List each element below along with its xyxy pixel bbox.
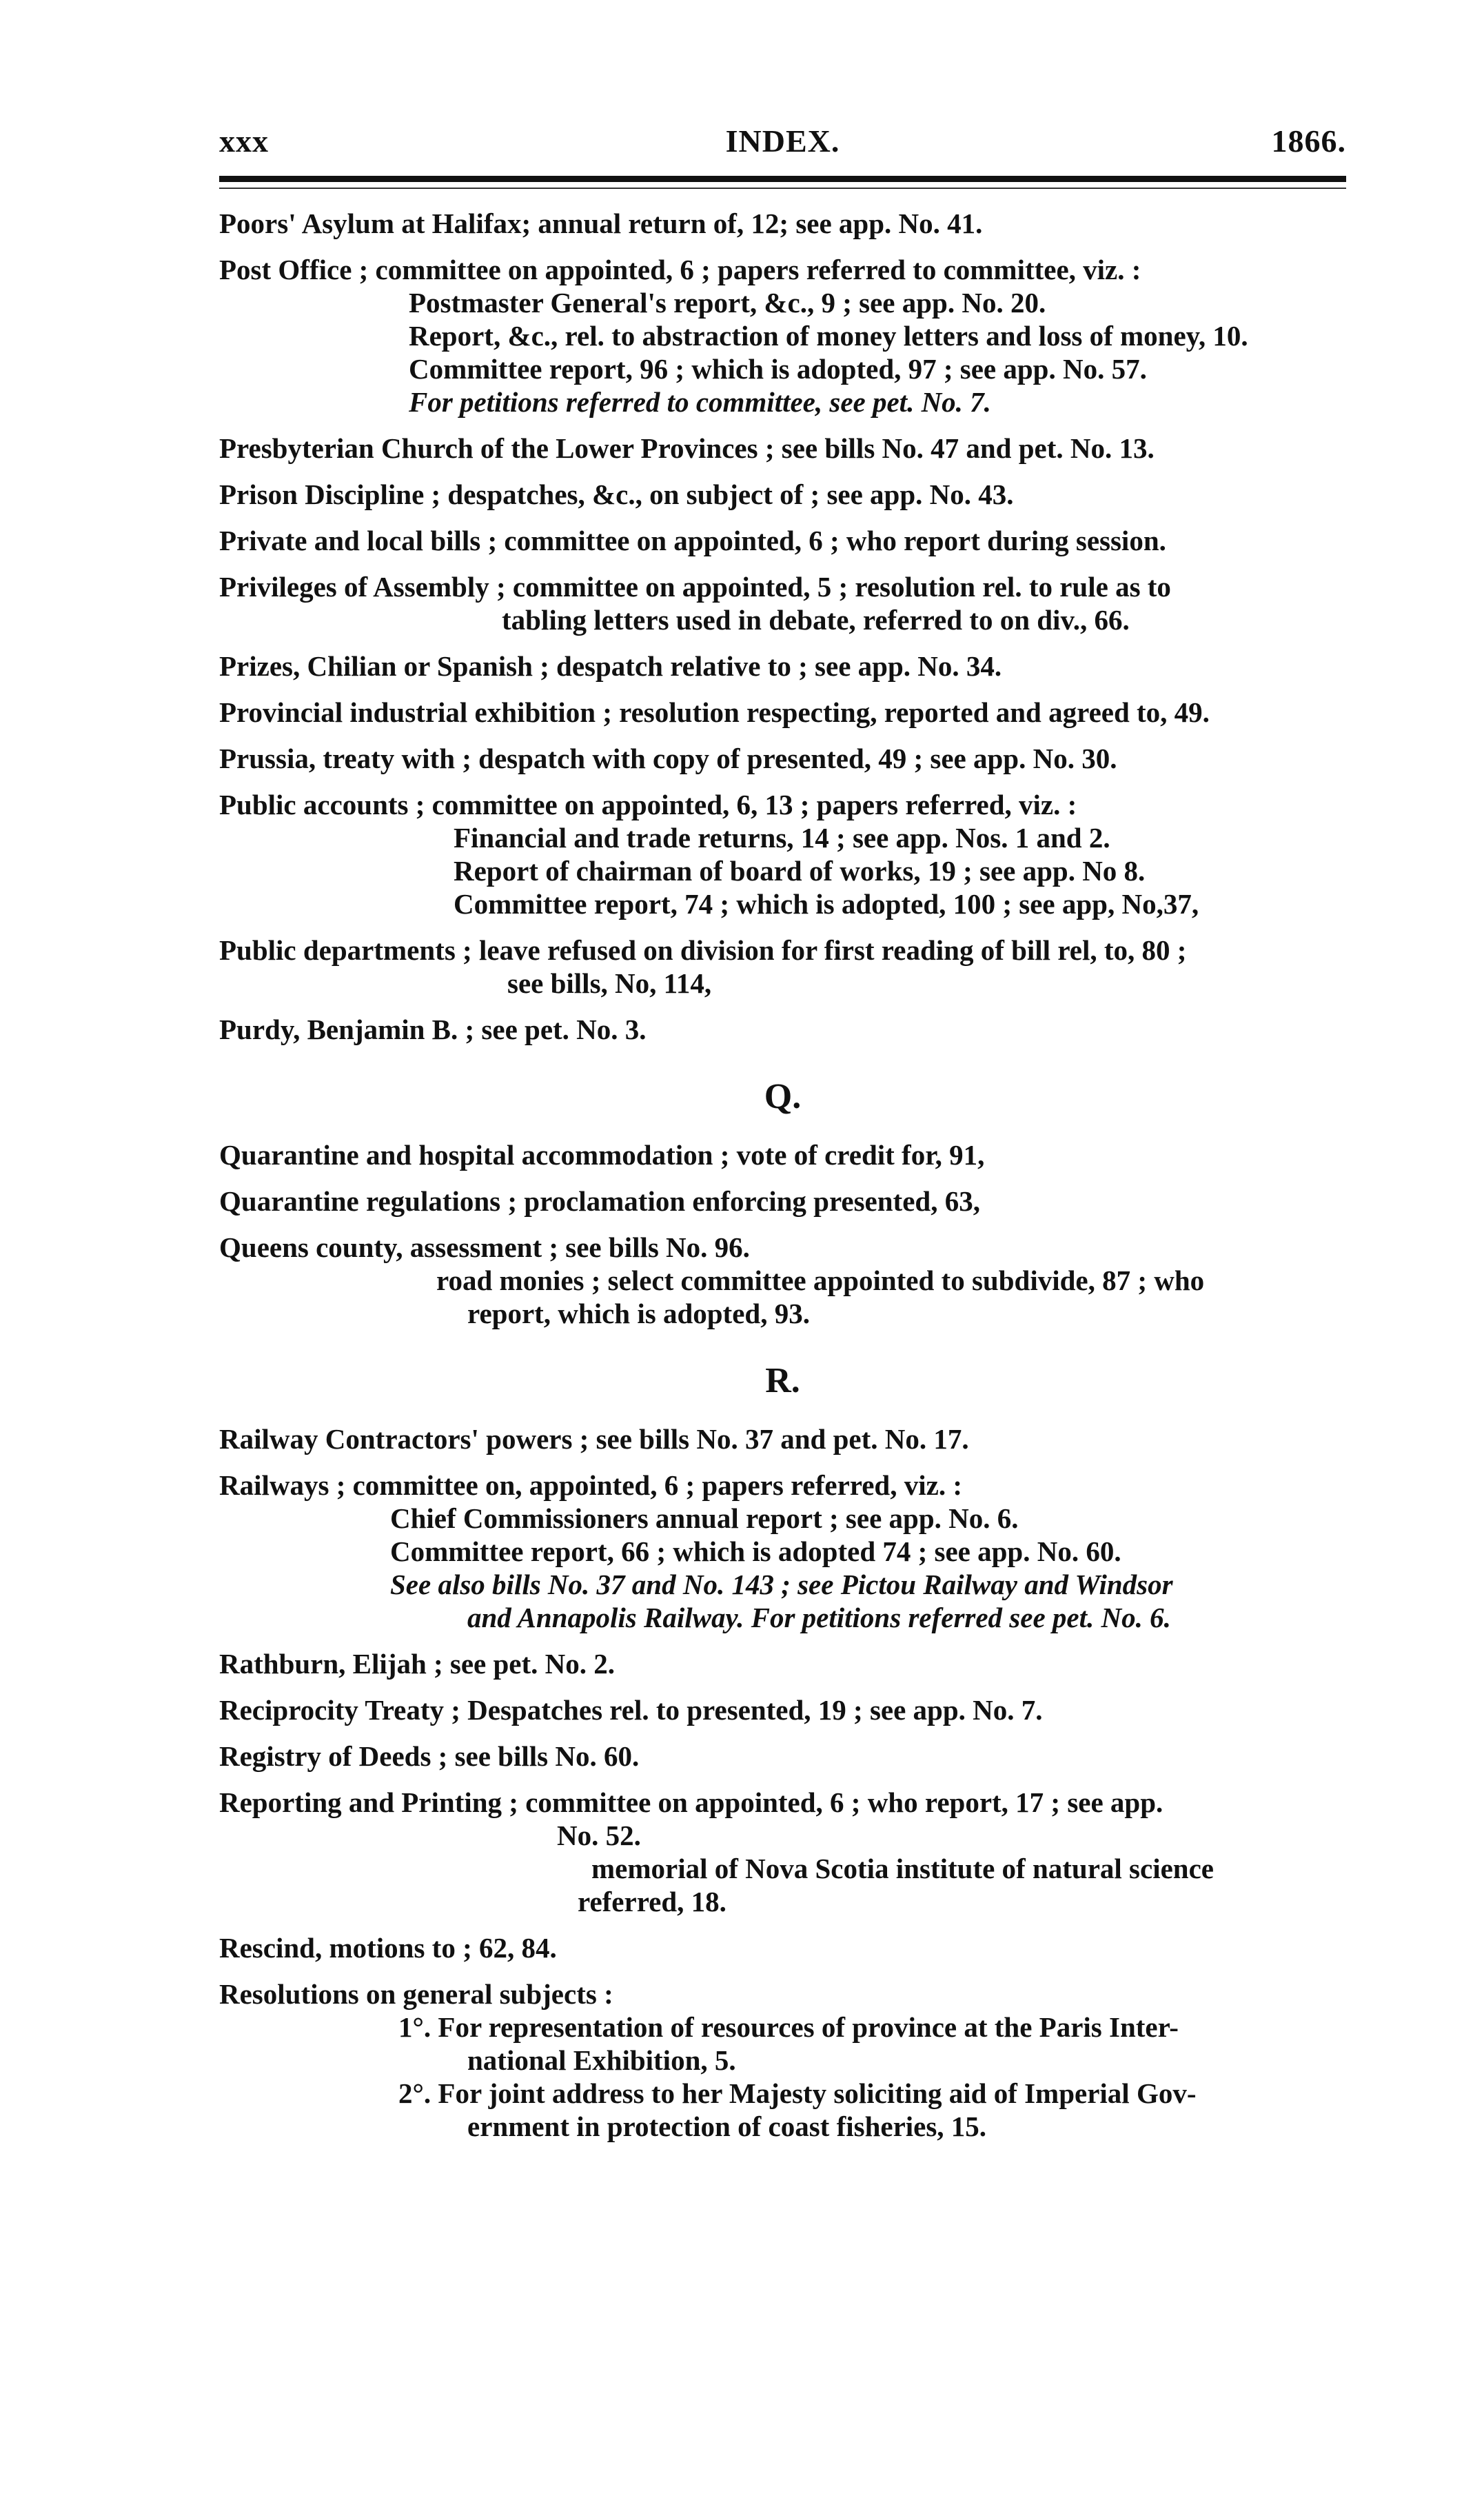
entry-subline-italic: and Annapolis Railway. For petitions referred see pet. No. 6. bbox=[467, 1602, 1171, 1633]
section-letter-r: R. bbox=[765, 1361, 800, 1400]
entry-text: Rathburn, Elijah ; see pet. No. 2. bbox=[219, 1648, 616, 1680]
index-entry bbox=[219, 570, 1346, 636]
entry-text: Privileges of Assembly ; committee on appointed, 5 ; resolution rel. to rule as to bbox=[219, 571, 1171, 603]
index-content bbox=[219, 207, 1346, 2156]
entry-text: Quarantine and hospital accommodation ; vote of credit for, 91, bbox=[219, 1139, 985, 1171]
running-head bbox=[219, 123, 1346, 165]
index-entry bbox=[219, 1977, 1346, 2143]
entry-subline: ernment in protection of coast fisheries, 15. bbox=[467, 2111, 987, 2142]
index-entry bbox=[219, 1647, 1346, 1680]
entry-subline: Committee report, 74 ; which is adopted, 100 ; see app, No,37, bbox=[454, 888, 1199, 920]
page-year: 1866. bbox=[1271, 123, 1346, 159]
entry-text: Post Office ; committee on appointed, 6 ; papers referred to committee, viz. : bbox=[219, 254, 1141, 285]
entry-subline: Postmaster General's report, &c., 9 ; see app. No. 20. bbox=[409, 287, 1046, 319]
entry-text: Prussia, treaty with ; despatch with copy of presented, 49 ; see app. No. 30. bbox=[219, 743, 1117, 774]
index-entry bbox=[219, 742, 1346, 775]
entry-subline: No. 52. bbox=[557, 1820, 641, 1851]
index-entry bbox=[219, 1013, 1346, 1046]
entry-text: Railways ; committee on, appointed, 6 ; papers referred, viz. : bbox=[219, 1469, 962, 1501]
index-entry bbox=[219, 1138, 1346, 1171]
header-rule-thin bbox=[219, 188, 1346, 189]
entry-text: Public accounts ; committee on appointed, 6, 13 ; papers referred, viz. : bbox=[219, 789, 1077, 820]
entry-subline: 1°. For representation of resources of province at the Paris Inter- bbox=[398, 2011, 1179, 2043]
entry-subline-italic: See also bills No. 37 and No. 143 ; see Pictou Railway and Windsor bbox=[390, 1569, 1173, 1600]
entry-text: Public departments ; leave refused on division for first reading of bill rel, to, 80 ; bbox=[219, 934, 1187, 966]
index-entry bbox=[219, 1693, 1346, 1726]
entry-text: Reporting and Printing ; committee on appointed, 6 ; who report, 17 ; see app. bbox=[219, 1786, 1163, 1818]
index-entry bbox=[219, 207, 1346, 240]
entry-text: Prison Discipline ; despatches, &c., on subject of ; see app. No. 43. bbox=[219, 479, 1014, 510]
entry-subline: Report of chairman of board of works, 19 ; see app. No 8. bbox=[454, 855, 1146, 887]
entry-text: Queens county, assessment ; see bills No. 96. bbox=[219, 1231, 750, 1263]
entry-text: Purdy, Benjamin B. ; see pet. No. 3. bbox=[219, 1014, 647, 1045]
entry-text: Reciprocity Treaty ; Despatches rel. to presented, 19 ; see app. No. 7. bbox=[219, 1694, 1043, 1726]
index-entry bbox=[219, 1931, 1346, 1964]
entry-subline bbox=[219, 1568, 1346, 1601]
entry-subline: national Exhibition, 5. bbox=[467, 2044, 736, 2076]
entry-subline: road monies ; select committee appointed to subdivide, 87 ; who bbox=[436, 1265, 1205, 1296]
index-entry bbox=[219, 788, 1346, 920]
entry-subline: 2°. For joint address to her Majesty soliciting aid of Imperial Gov- bbox=[398, 2077, 1197, 2109]
entry-subline: see bills, No, 114, bbox=[507, 967, 712, 999]
entry-text: Railway Contractors' powers ; see bills No. 37 and pet. No. 17. bbox=[219, 1423, 969, 1455]
index-entry bbox=[219, 1231, 1346, 1330]
index-entry bbox=[219, 1469, 1346, 1634]
entry-text: Rescind, motions to ; 62, 84. bbox=[219, 1932, 557, 1964]
page-title: INDEX. bbox=[725, 123, 840, 159]
entry-subline: Committee report, 66 ; which is adopted 74 ; see app. No. 60. bbox=[390, 1535, 1121, 1567]
entry-subline: Committee report, 96 ; which is adopted, 97 ; see app. No. 57. bbox=[409, 353, 1147, 385]
entry-text: Registry of Deeds ; see bills No. 60. bbox=[219, 1740, 640, 1772]
entry-text: Private and local bills ; committee on appointed, 6 ; who report during session. bbox=[219, 525, 1166, 556]
index-entry bbox=[219, 1740, 1346, 1773]
entry-subline: tabling letters used in debate, referred to on div., 66. bbox=[502, 604, 1130, 636]
entry-subline: Financial and trade returns, 14 ; see app. Nos. 1 and 2. bbox=[454, 822, 1110, 854]
entry-subline: report, which is adopted, 93. bbox=[467, 1298, 810, 1329]
index-entry bbox=[219, 649, 1346, 683]
index-entry bbox=[219, 253, 1346, 419]
entry-subline bbox=[219, 385, 1346, 419]
index-entry bbox=[219, 696, 1346, 729]
entry-text: Quarantine regulations ; proclamation enforcing presented, 63, bbox=[219, 1185, 980, 1217]
page-number: xxx bbox=[219, 123, 269, 159]
index-entry bbox=[219, 1185, 1346, 1218]
entry-subline: Chief Commissioners annual report ; see app. No. 6. bbox=[390, 1502, 1019, 1534]
entry-subline: memorial of Nova Scotia institute of natural science bbox=[591, 1853, 1214, 1884]
index-entry bbox=[219, 478, 1346, 511]
entry-text: Poors' Asylum at Halifax; annual return of, 12; see app. No. 41. bbox=[219, 208, 983, 239]
entry-text: Provincial industrial exhibition ; resolution respecting, reported and agreed to, 49. bbox=[219, 696, 1210, 728]
entry-text: Prizes, Chilian or Spanish ; despatch relative to ; see app. No. 34. bbox=[219, 650, 1002, 682]
entry-subline: referred, 18. bbox=[578, 1886, 726, 1917]
section-letter-q: Q. bbox=[764, 1077, 802, 1116]
entry-text: Presbyterian Church of the Lower Provinces ; see bills No. 47 and pet. No. 13. bbox=[219, 432, 1155, 464]
entry-subline-italic: For petitions referred to committee, see pet. No. 7. bbox=[409, 386, 991, 418]
index-entry bbox=[219, 524, 1346, 557]
entry-text: Resolutions on general subjects : bbox=[219, 1978, 613, 2010]
index-entry bbox=[219, 934, 1346, 1000]
entry-subline bbox=[219, 1601, 1346, 1634]
index-entry bbox=[219, 1786, 1346, 1918]
header-rule-thick bbox=[219, 176, 1346, 182]
entry-subline: Report, &c., rel. to abstraction of money letters and loss of money, 10. bbox=[409, 320, 1248, 352]
index-entry bbox=[219, 1422, 1346, 1456]
index-entry bbox=[219, 432, 1346, 465]
